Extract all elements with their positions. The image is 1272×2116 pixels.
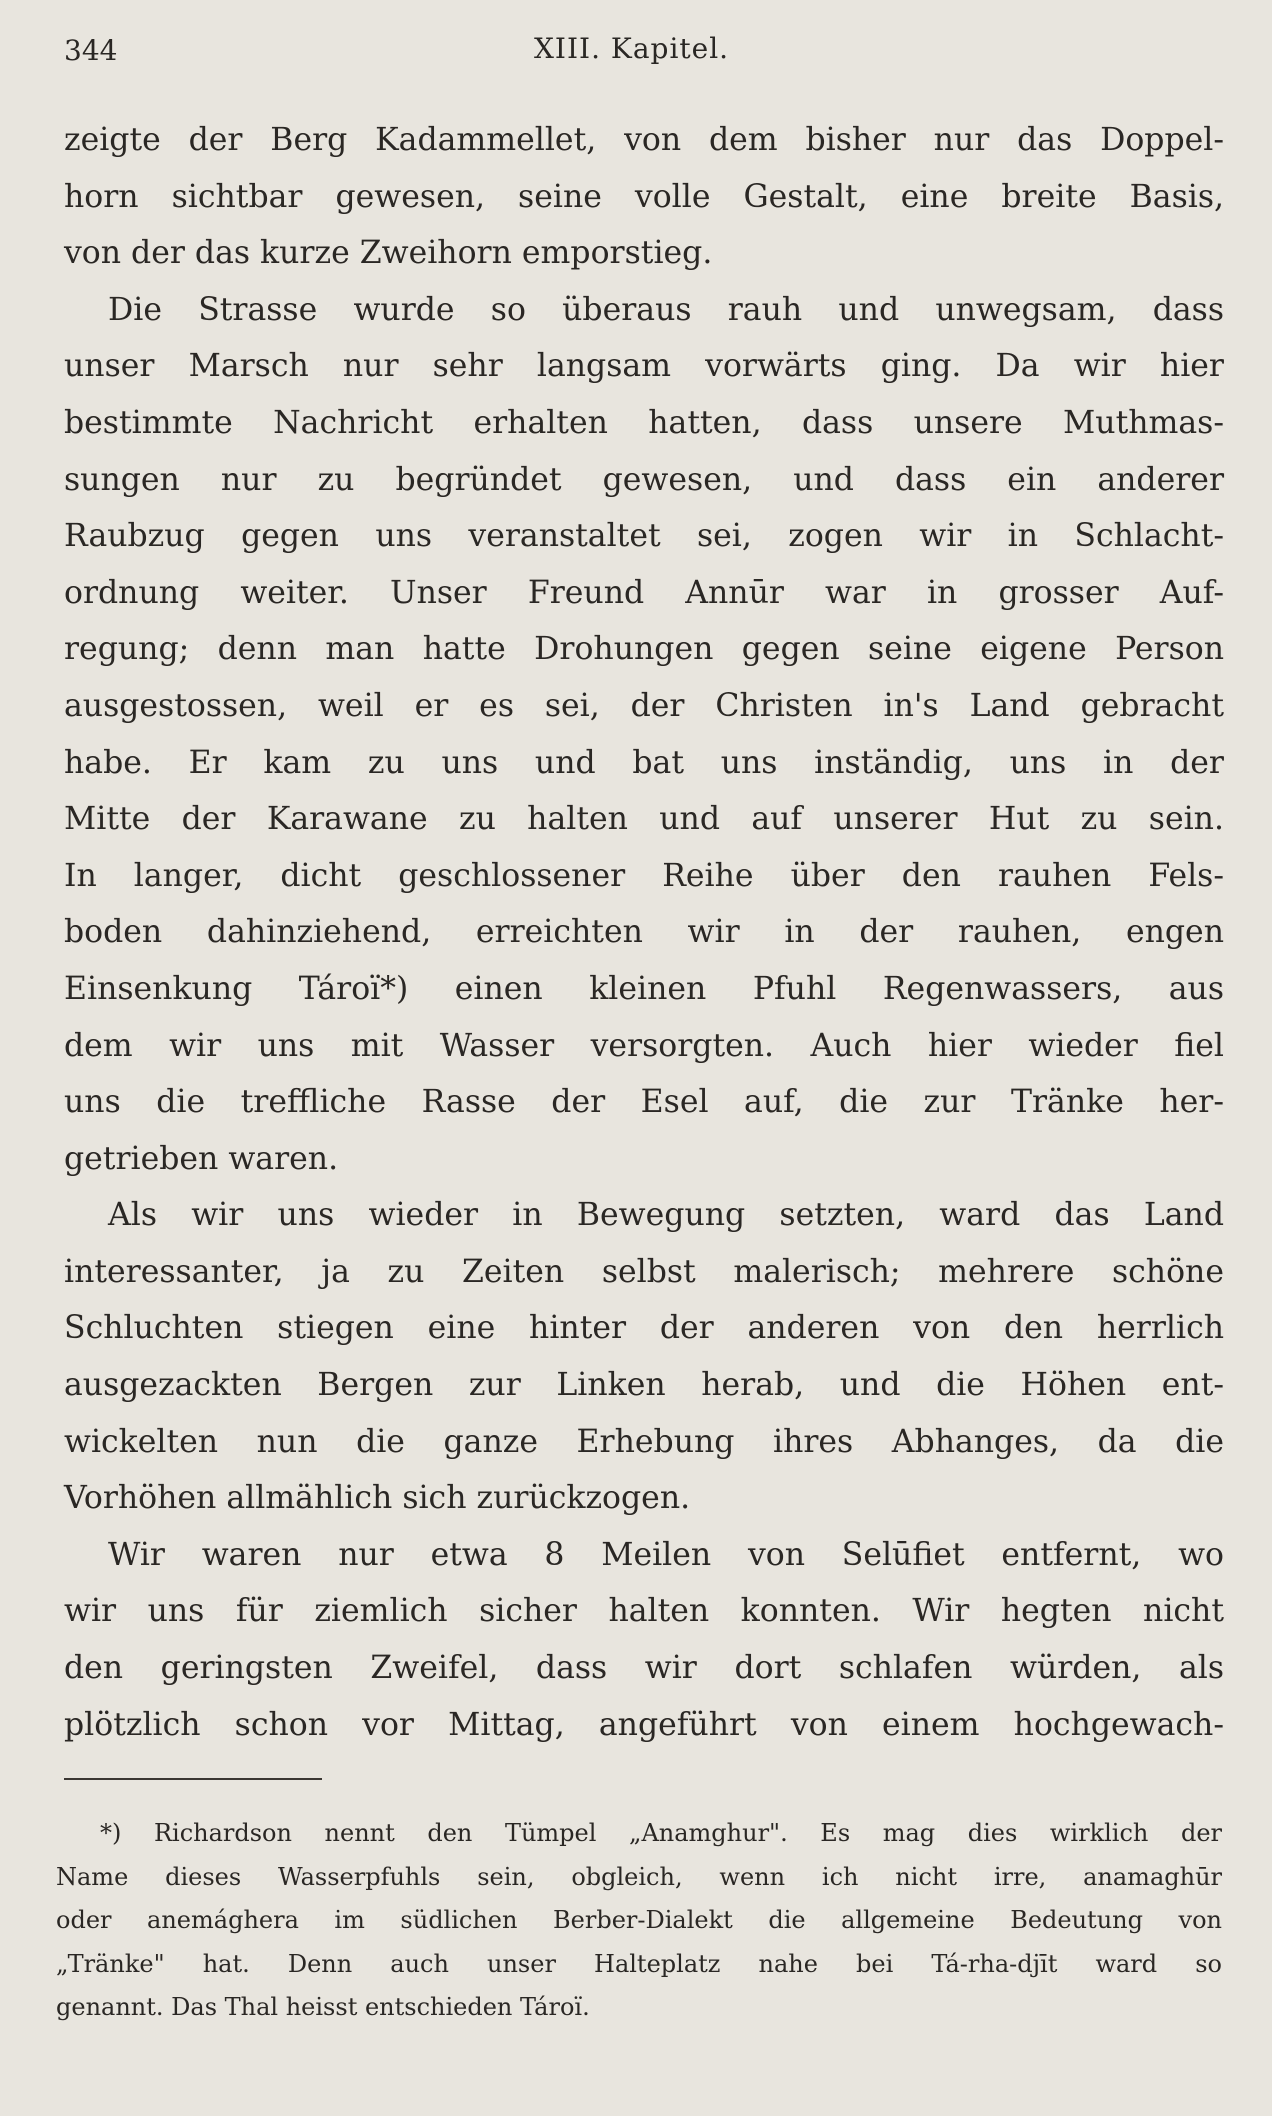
text-line: den geringsten Zweifel, dass wir dort schlafen würden, als xyxy=(64,1650,1224,1687)
footnote-line: oder anemághera im südlichen Berber-Dialekt die allgemeine Bedeutung von xyxy=(56,1906,1222,1934)
text-line: Einsenkung Tároï*) einen kleinen Pfuhl Regenwassers, aus xyxy=(64,970,1224,1007)
text-line: wickelten nun die ganze Erhebung ihres Abhanges, da die xyxy=(64,1423,1224,1460)
text-line: plötzlich schon vor Mittag, angeführt von einem hochgewach- xyxy=(64,1706,1224,1743)
text-line: ordnung weiter. Unser Freund Annūr war in grosser Auf- xyxy=(64,574,1224,611)
footnote-line: „Tränke" hat. Denn auch unser Halteplatz nahe bei Tá-rha-djīt ward so xyxy=(56,1949,1222,1978)
paragraph-3 xyxy=(64,1187,1224,1527)
text-line: von der das kurze Zweihorn emporstieg. xyxy=(64,235,713,272)
text-line: Mitte der Karawane zu halten und auf unserer Hut zu sein. xyxy=(64,801,1224,838)
page-number: 344 xyxy=(64,34,118,67)
chapter-title: XIII. Kapitel. xyxy=(534,32,730,65)
text-line: In langer, dicht geschlossener Reihe über den rauhen Fels- xyxy=(64,857,1224,894)
text-line: getrieben waren. xyxy=(64,1140,339,1177)
text-line: habe. Er kam zu uns und bat uns inständig, uns in der xyxy=(64,744,1224,781)
text-line: bestimmte Nachricht erhalten hatten, dass unsere Muthmas- xyxy=(64,404,1224,441)
text-line: Als wir uns wieder in Bewegung setzten, ward das Land xyxy=(108,1197,1224,1234)
text-line: zeigte der Berg Kadammellet, von dem bisher nur das Doppel- xyxy=(64,122,1224,158)
text-line: Raubzug gegen uns veranstaltet sei, zogen wir in Schlacht- xyxy=(64,518,1224,555)
text-line: wir uns für ziemlich sicher halten konnten. Wir hegten nicht xyxy=(64,1593,1224,1630)
text-line: uns die treffliche Rasse der Esel auf, die zur Tränke her- xyxy=(64,1084,1224,1121)
footnote-divider xyxy=(64,1778,322,1780)
paragraph-2 xyxy=(64,282,1224,1188)
footnote-line: Name dieses Wasserpfuhls sein, obgleich, wenn ich nicht irre, anamaghūr xyxy=(56,1862,1222,1891)
text-line: boden dahinziehend, erreichten wir in der rauhen, engen xyxy=(64,914,1224,951)
body-text xyxy=(64,112,1224,1753)
text-line: horn sichtbar gewesen, seine volle Gestalt, eine breite Basis, xyxy=(64,178,1224,215)
paragraph-4 xyxy=(64,1527,1224,1753)
text-line: Wir waren nur etwa 8 Meilen von Selūfiet entfernt, wo xyxy=(108,1536,1224,1573)
footnote xyxy=(56,1812,1222,2030)
text-line: Schluchten stiegen eine hinter der anderen von den herrlich xyxy=(64,1310,1224,1347)
text-line: unser Marsch nur sehr langsam vorwärts ging. Da wir hier xyxy=(64,348,1224,385)
text-line: regung; denn man hatte Drohungen gegen seine eigene Person xyxy=(64,631,1224,668)
text-line: Vorhöhen allmählich sich zurückzogen. xyxy=(64,1480,691,1517)
footnote-line: genannt. Das Thal heisst entschieden Tároï. xyxy=(56,1993,590,2021)
footnote-line: *) Richardson nennt den Tümpel „Anamghur". Es mag dies wirklich der xyxy=(100,1819,1222,1847)
text-line: ausgezackten Bergen zur Linken herab, und die Höhen ent- xyxy=(64,1367,1224,1404)
text-line: dem wir uns mit Wasser versorgten. Auch hier wieder fiel xyxy=(64,1027,1224,1064)
text-line: sungen nur zu begründet gewesen, und dass ein anderer xyxy=(64,461,1224,498)
running-header xyxy=(64,28,1224,76)
text-line: ausgestossen, weil er es sei, der Christen in's Land gebracht xyxy=(64,687,1224,724)
text-line: Die Strasse wurde so überaus rauh und unwegsam, dass xyxy=(108,291,1224,328)
text-line: interessanter, ja zu Zeiten selbst malerisch; mehrere schöne xyxy=(64,1253,1224,1290)
paragraph-1 xyxy=(64,112,1224,282)
